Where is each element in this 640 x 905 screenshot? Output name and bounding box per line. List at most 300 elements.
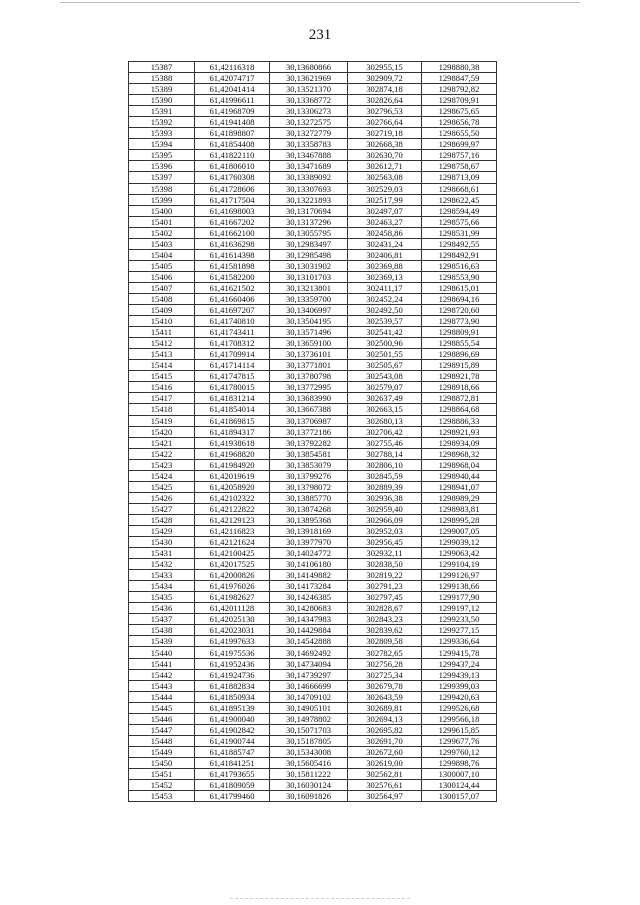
x-coordinate-cell: 302956,45 [348,537,422,548]
y-coordinate-cell: 1298968,32 [422,448,497,459]
latitude-cell: 61,41854014 [195,404,270,415]
table-body [129,62,497,802]
point-number-cell: 15452 [129,780,195,791]
x-coordinate-cell: 302679,78 [348,680,422,691]
point-number-cell: 15451 [129,769,195,780]
table-row [129,669,497,680]
x-coordinate-cell: 302756,28 [348,658,422,669]
x-coordinate-cell: 302874,18 [348,84,422,95]
point-number-cell: 15450 [129,757,195,768]
table-row [129,260,497,271]
point-number-cell: 15449 [129,746,195,757]
y-coordinate-cell: 1298918,66 [422,382,497,393]
point-number-cell: 15392 [129,117,195,128]
longitude-cell: 30,13307693 [270,183,348,194]
y-coordinate-cell: 1298896,69 [422,349,497,360]
x-coordinate-cell: 302680,13 [348,415,422,426]
point-number-cell: 15402 [129,227,195,238]
x-coordinate-cell: 302755,46 [348,437,422,448]
table-row [129,769,497,780]
point-number-cell: 15390 [129,95,195,106]
table-row [129,658,497,669]
table-row [129,338,497,349]
table-row [129,371,497,382]
longitude-cell: 30,13799276 [270,470,348,481]
point-number-cell: 15445 [129,702,195,713]
longitude-cell: 30,14149882 [270,570,348,581]
bottom-rule [230,898,410,899]
longitude-cell: 30,13368772 [270,95,348,106]
latitude-cell: 61,41869815 [195,415,270,426]
longitude-cell: 30,13977970 [270,537,348,548]
x-coordinate-cell: 302500,96 [348,338,422,349]
latitude-cell: 61,41968820 [195,448,270,459]
point-number-cell: 15400 [129,205,195,216]
y-coordinate-cell: 1299233,50 [422,614,497,625]
longitude-cell: 30,15605416 [270,757,348,768]
point-number-cell: 15408 [129,293,195,304]
table-row [129,271,497,282]
longitude-cell: 30,13521370 [270,84,348,95]
longitude-cell: 30,15187805 [270,735,348,746]
longitude-cell: 30,13853079 [270,459,348,470]
point-number-cell: 15436 [129,603,195,614]
table-row [129,702,497,713]
y-coordinate-cell: 1298699,97 [422,139,497,150]
x-coordinate-cell: 302529,03 [348,183,422,194]
x-coordinate-cell: 302562,81 [348,769,422,780]
longitude-cell: 30,13389092 [270,172,348,183]
point-number-cell: 15397 [129,172,195,183]
point-number-cell: 15422 [129,448,195,459]
longitude-cell: 30,15811222 [270,769,348,780]
x-coordinate-cell: 302889,39 [348,481,422,492]
latitude-cell: 61,42116823 [195,525,270,536]
coordinates-table [128,61,497,802]
y-coordinate-cell: 1298915,89 [422,360,497,371]
x-coordinate-cell: 302431,24 [348,238,422,249]
latitude-cell: 61,42041414 [195,84,270,95]
x-coordinate-cell: 302791,23 [348,581,422,592]
y-coordinate-cell: 1298921,93 [422,426,497,437]
longitude-cell: 30,14429884 [270,625,348,636]
point-number-cell: 15419 [129,415,195,426]
y-coordinate-cell: 1300007,10 [422,769,497,780]
y-coordinate-cell: 1298713,09 [422,172,497,183]
latitude-cell: 61,41902842 [195,724,270,735]
y-coordinate-cell: 1298940,44 [422,470,497,481]
table-row [129,437,497,448]
table-row [129,293,497,304]
point-number-cell: 15407 [129,282,195,293]
y-coordinate-cell: 1298668,61 [422,183,497,194]
longitude-cell: 30,13667388 [270,404,348,415]
latitude-cell: 61,41841251 [195,757,270,768]
y-coordinate-cell: 1299420,63 [422,691,497,702]
latitude-cell: 61,41740810 [195,316,270,327]
x-coordinate-cell: 302517,99 [348,194,422,205]
y-coordinate-cell: 1298921,78 [422,371,497,382]
point-number-cell: 15431 [129,548,195,559]
table-row [129,791,497,802]
table-row [129,305,497,316]
x-coordinate-cell: 302766,64 [348,117,422,128]
table-row [129,249,497,260]
latitude-cell: 61,42011128 [195,603,270,614]
latitude-cell: 61,41809059 [195,780,270,791]
x-coordinate-cell: 302796,53 [348,106,422,117]
latitude-cell: 61,41793655 [195,769,270,780]
page-number: 231 [308,27,332,43]
x-coordinate-cell: 302672,60 [348,746,422,757]
latitude-cell: 61,41952436 [195,658,270,669]
y-coordinate-cell: 1299126,97 [422,570,497,581]
longitude-cell: 30,13504195 [270,316,348,327]
x-coordinate-cell: 302838,50 [348,559,422,570]
y-coordinate-cell: 1298880,38 [422,62,497,73]
y-coordinate-cell: 1298655,50 [422,128,497,139]
longitude-cell: 30,13359700 [270,293,348,304]
y-coordinate-cell: 1299104,19 [422,559,497,570]
y-coordinate-cell: 1300124,44 [422,780,497,791]
point-number-cell: 15416 [129,382,195,393]
longitude-cell: 30,13406997 [270,305,348,316]
table-row [129,205,497,216]
longitude-cell: 30,13471689 [270,161,348,172]
y-coordinate-cell: 1298995,28 [422,514,497,525]
x-coordinate-cell: 302543,08 [348,371,422,382]
point-number-cell: 15417 [129,393,195,404]
table-row [129,780,497,791]
y-coordinate-cell: 1299439,13 [422,669,497,680]
table-row [129,404,497,415]
longitude-cell: 30,14280683 [270,603,348,614]
longitude-cell: 30,13680866 [270,62,348,73]
latitude-cell: 61,42129123 [195,514,270,525]
table-row [129,459,497,470]
longitude-cell: 30,13798072 [270,481,348,492]
point-number-cell: 15404 [129,249,195,260]
x-coordinate-cell: 302463,27 [348,216,422,227]
y-coordinate-cell: 1298886,33 [422,415,497,426]
longitude-cell: 30,16030124 [270,780,348,791]
y-coordinate-cell: 1298656,78 [422,117,497,128]
longitude-cell: 30,14739297 [270,669,348,680]
x-coordinate-cell: 302668,38 [348,139,422,150]
longitude-cell: 30,13885770 [270,492,348,503]
table-row [129,106,497,117]
x-coordinate-cell: 302828,67 [348,603,422,614]
y-coordinate-cell: 1298492,91 [422,249,497,260]
table-row [129,62,497,73]
x-coordinate-cell: 302501,55 [348,349,422,360]
point-number-cell: 15447 [129,724,195,735]
y-coordinate-cell: 1298531,99 [422,227,497,238]
latitude-cell: 61,41709914 [195,349,270,360]
y-coordinate-cell: 1298615,01 [422,282,497,293]
point-number-cell: 15437 [129,614,195,625]
latitude-cell: 61,41968709 [195,106,270,117]
x-coordinate-cell: 302782,65 [348,647,422,658]
x-coordinate-cell: 302695,82 [348,724,422,735]
y-coordinate-cell: 1298934,09 [422,437,497,448]
y-coordinate-cell: 1298847,59 [422,73,497,84]
latitude-cell: 61,41895139 [195,702,270,713]
table-row [129,559,497,570]
x-coordinate-cell: 302806,10 [348,459,422,470]
longitude-cell: 30,13780798 [270,371,348,382]
x-coordinate-cell: 302839,62 [348,625,422,636]
y-coordinate-cell: 1298773,90 [422,316,497,327]
latitude-cell: 61,42121624 [195,537,270,548]
latitude-cell: 61,41822110 [195,150,270,161]
point-number-cell: 15428 [129,514,195,525]
latitude-cell: 61,42116318 [195,62,270,73]
point-number-cell: 15446 [129,713,195,724]
y-coordinate-cell: 1298594,49 [422,205,497,216]
y-coordinate-cell: 1299415,78 [422,647,497,658]
y-coordinate-cell: 1298720,60 [422,305,497,316]
point-number-cell: 15434 [129,581,195,592]
x-coordinate-cell: 302576,61 [348,780,422,791]
y-coordinate-cell: 1300157,07 [422,791,497,802]
longitude-cell: 30,13706987 [270,415,348,426]
latitude-cell: 61,41854408 [195,139,270,150]
x-coordinate-cell: 302564,97 [348,791,422,802]
longitude-cell: 30,12983497 [270,238,348,249]
point-number-cell: 15441 [129,658,195,669]
latitude-cell: 61,42100425 [195,548,270,559]
y-coordinate-cell: 1298809,91 [422,327,497,338]
table-row [129,481,497,492]
latitude-cell: 61,41850934 [195,691,270,702]
latitude-cell: 61,41743411 [195,327,270,338]
latitude-cell: 61,41660406 [195,293,270,304]
x-coordinate-cell: 302932,11 [348,548,422,559]
x-coordinate-cell: 302966,09 [348,514,422,525]
y-coordinate-cell: 1299566,18 [422,713,497,724]
latitude-cell: 61,41900744 [195,735,270,746]
point-number-cell: 15421 [129,437,195,448]
point-number-cell: 15443 [129,680,195,691]
table-row [129,724,497,735]
longitude-cell: 30,13272779 [270,128,348,139]
longitude-cell: 30,13792282 [270,437,348,448]
latitude-cell: 61,41806010 [195,161,270,172]
point-number-cell: 15412 [129,338,195,349]
table-row [129,426,497,437]
longitude-cell: 30,14692492 [270,647,348,658]
latitude-cell: 61,41780015 [195,382,270,393]
table-row [129,183,497,194]
longitude-cell: 30,14106180 [270,559,348,570]
x-coordinate-cell: 302643,59 [348,691,422,702]
latitude-cell: 61,41984920 [195,459,270,470]
y-coordinate-cell: 1299677,76 [422,735,497,746]
x-coordinate-cell: 302539,57 [348,316,422,327]
x-coordinate-cell: 302619,00 [348,757,422,768]
point-number-cell: 15406 [129,271,195,282]
table-row [129,194,497,205]
y-coordinate-cell: 1298864,68 [422,404,497,415]
point-number-cell: 15409 [129,305,195,316]
table-row [129,680,497,691]
latitude-cell: 61,41717504 [195,194,270,205]
point-number-cell: 15438 [129,625,195,636]
latitude-cell: 61,42017525 [195,559,270,570]
longitude-cell: 30,13772186 [270,426,348,437]
latitude-cell: 61,41714114 [195,360,270,371]
y-coordinate-cell: 1298675,65 [422,106,497,117]
y-coordinate-cell: 1299336,64 [422,636,497,647]
table-row [129,84,497,95]
x-coordinate-cell: 302959,40 [348,503,422,514]
table-row [129,139,497,150]
x-coordinate-cell: 302843,23 [348,614,422,625]
latitude-cell: 61,42102322 [195,492,270,503]
table-row [129,448,497,459]
x-coordinate-cell: 302497,07 [348,205,422,216]
x-coordinate-cell: 302369,88 [348,260,422,271]
table-row [129,647,497,658]
latitude-cell: 61,41582200 [195,271,270,282]
longitude-cell: 30,13683990 [270,393,348,404]
point-number-cell: 15424 [129,470,195,481]
table-row [129,216,497,227]
point-number-cell: 15442 [129,669,195,680]
x-coordinate-cell: 302637,49 [348,393,422,404]
y-coordinate-cell: 1299526,68 [422,702,497,713]
point-number-cell: 15410 [129,316,195,327]
x-coordinate-cell: 302663,15 [348,404,422,415]
point-number-cell: 15429 [129,525,195,536]
x-coordinate-cell: 302936,38 [348,492,422,503]
table-row [129,503,497,514]
point-number-cell: 15411 [129,327,195,338]
table-row [129,327,497,338]
y-coordinate-cell: 1298622,45 [422,194,497,205]
point-number-cell: 15414 [129,360,195,371]
y-coordinate-cell: 1298855,54 [422,338,497,349]
longitude-cell: 30,12985498 [270,249,348,260]
latitude-cell: 61,41882834 [195,680,270,691]
x-coordinate-cell: 302797,45 [348,592,422,603]
table-row [129,227,497,238]
longitude-cell: 30,14905101 [270,702,348,713]
point-number-cell: 15388 [129,73,195,84]
latitude-cell: 61,41996611 [195,95,270,106]
x-coordinate-cell: 302819,22 [348,570,422,581]
y-coordinate-cell: 1298516,63 [422,260,497,271]
point-number-cell: 15423 [129,459,195,470]
point-number-cell: 15432 [129,559,195,570]
point-number-cell: 15448 [129,735,195,746]
longitude-cell: 30,14246385 [270,592,348,603]
x-coordinate-cell: 302406,81 [348,249,422,260]
table-row [129,525,497,536]
latitude-cell: 61,41831214 [195,393,270,404]
latitude-cell: 61,41760308 [195,172,270,183]
longitude-cell: 30,16091826 [270,791,348,802]
latitude-cell: 61,42000826 [195,570,270,581]
longitude-cell: 30,14024772 [270,548,348,559]
latitude-cell: 61,41938618 [195,437,270,448]
longitude-cell: 30,15343008 [270,746,348,757]
latitude-cell: 61,42023031 [195,625,270,636]
latitude-cell: 61,41698003 [195,205,270,216]
longitude-cell: 30,13306273 [270,106,348,117]
longitude-cell: 30,13031902 [270,260,348,271]
latitude-cell: 61,41747815 [195,371,270,382]
latitude-cell: 61,41900040 [195,713,270,724]
point-number-cell: 15398 [129,183,195,194]
point-number-cell: 15399 [129,194,195,205]
point-number-cell: 15387 [129,62,195,73]
y-coordinate-cell: 1299177,90 [422,592,497,603]
point-number-cell: 15440 [129,647,195,658]
x-coordinate-cell: 302541,42 [348,327,422,338]
latitude-cell: 61,41976026 [195,581,270,592]
table-row [129,581,497,592]
x-coordinate-cell: 302691,70 [348,735,422,746]
latitude-cell: 61,42019619 [195,470,270,481]
latitude-cell: 61,41924736 [195,669,270,680]
latitude-cell: 61,41975536 [195,647,270,658]
point-number-cell: 15435 [129,592,195,603]
longitude-cell: 30,13358783 [270,139,348,150]
y-coordinate-cell: 1299007,05 [422,525,497,536]
y-coordinate-cell: 1299277,15 [422,625,497,636]
table-row [129,349,497,360]
x-coordinate-cell: 302369,13 [348,271,422,282]
x-coordinate-cell: 302411,17 [348,282,422,293]
longitude-cell: 30,13736101 [270,349,348,360]
longitude-cell: 30,13137296 [270,216,348,227]
y-coordinate-cell: 1298941,07 [422,481,497,492]
latitude-cell: 61,41667202 [195,216,270,227]
x-coordinate-cell: 302955,15 [348,62,422,73]
latitude-cell: 61,42122822 [195,503,270,514]
y-coordinate-cell: 1298709,91 [422,95,497,106]
latitude-cell: 61,41581898 [195,260,270,271]
latitude-cell: 61,41697207 [195,305,270,316]
y-coordinate-cell: 1298792,82 [422,84,497,95]
latitude-cell: 61,41941408 [195,117,270,128]
latitude-cell: 61,41662100 [195,227,270,238]
longitude-cell: 30,13101703 [270,271,348,282]
table-row [129,73,497,84]
table-row [129,470,497,481]
point-number-cell: 15420 [129,426,195,437]
point-number-cell: 15426 [129,492,195,503]
latitude-cell: 61,42074717 [195,73,270,84]
table-row [129,415,497,426]
latitude-cell: 61,41636298 [195,238,270,249]
x-coordinate-cell: 302492,50 [348,305,422,316]
y-coordinate-cell: 1299138,66 [422,581,497,592]
point-number-cell: 15418 [129,404,195,415]
longitude-cell: 30,13771801 [270,360,348,371]
x-coordinate-cell: 302452,24 [348,293,422,304]
y-coordinate-cell: 1299399,03 [422,680,497,691]
longitude-cell: 30,14709102 [270,691,348,702]
longitude-cell: 30,13272575 [270,117,348,128]
table-row [129,691,497,702]
x-coordinate-cell: 302725,34 [348,669,422,680]
latitude-cell: 61,41982627 [195,592,270,603]
table-row [129,592,497,603]
x-coordinate-cell: 302694,13 [348,713,422,724]
